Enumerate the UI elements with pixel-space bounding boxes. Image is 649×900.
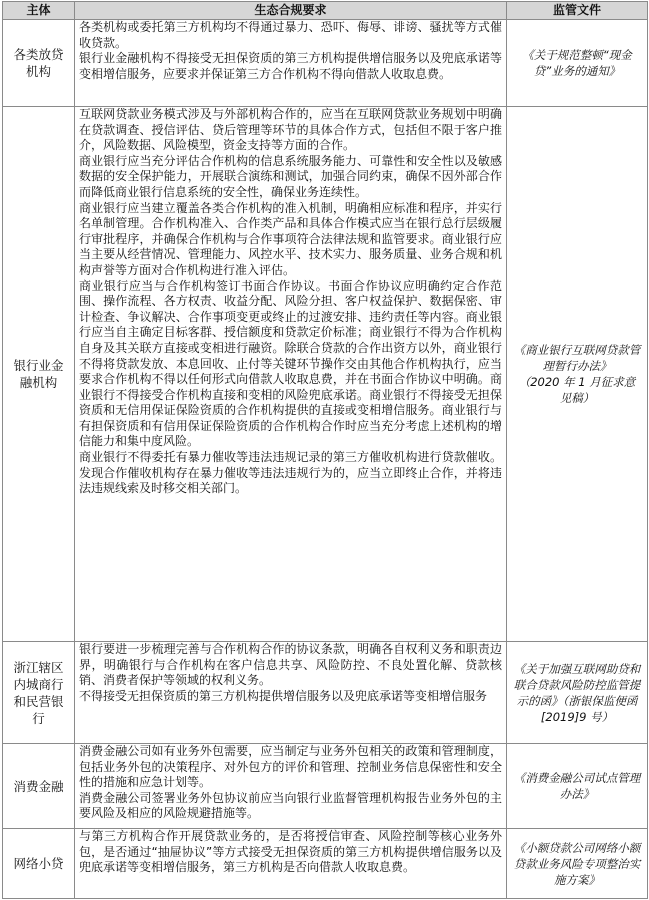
subject-cell: 网络小贷 <box>3 829 75 899</box>
requirement-paragraph: 不得接受无担保资质的第三方机构提供增信服务以及兜底承诺等变相增信服务 <box>79 688 488 703</box>
header-requirements: 生态合规要求 <box>75 2 507 20</box>
requirement-paragraph: 商业银行应当充分评估合作机构的信息系统服务能力、可靠性和安全性以及敏感数据的安全保护能力，开展联合演练和测试，加强合同约束，确保不因外部合作而降低商业银行信息系统的安全性，确保业务连续性。 <box>79 153 502 199</box>
requirement-paragraph: 消费金融公司如有业务外包需要，应当制定与业务外包相关的政策和管理制度，包括业务外包的决策程序、对外包方的评价和管理、控制业务信息保密性和安全性的措施和应急计划等。 <box>79 744 502 790</box>
compliance-table <box>2 1 648 899</box>
document-cell <box>507 20 648 107</box>
requirements-cell <box>75 744 507 829</box>
document-title: 《关于加强互联网助贷和联合贷款风险防控监管提示的函》（浙银保监便函[2019]9 号） <box>513 661 641 724</box>
subject-cell: 消费金融 <box>3 744 75 829</box>
requirement-paragraph: 银行要进一步梳理完善与合作机构合作的协议条款，明确各自权利义务和职责边界，明确银行与合作机构在客户信息共享、风险防控、不良处置化解、贷款核销、消费者保护等领域的权利义务。 <box>79 642 502 688</box>
table-row <box>3 744 648 829</box>
requirement-paragraph: 互联网贷款业务模式涉及与外部机构合作的，应当在互联网贷款业务规划中明确在贷款调查、授信评估、贷后管理等环节的具体合作方式，包括但不限于客户推介，风险数据、风险模型，资金支持等方面的合作。 <box>79 107 502 153</box>
header-subject: 主体 <box>3 2 75 20</box>
requirement-paragraph: 商业银行应当与合作机构签订书面合作协议。书面合作协议应明确约定合作范围、操作流程、各方权责、收益分配、风险分担、客户权益保护、数据保密、审计检查、争议解决、合作事项变更或终止的过渡安排、违约责任等内容。商业银行应当自主确定目标客群、授信额度和贷款定价标准；商业银行不得为合作机构自身及其关联方直接或变相进行融资。除联合贷款的合作出资方以外，商业银行不得将贷款发放、本息回收、止付等关键环节操作交由其他合作机构执行，应当要求合作机构不得以任何形式向借款人收取息费，并在书面合作协议中明确。商业银行不得接受合作机构直接和变相的风险兜底承诺。商业银行不得接受无担保资质和无信用保证保险资质的合作机构提供的直接或变相增信服务。商业银行与有担保资质和有信用保证保险资质的合作机构合作时应当充分考虑上述机构的增信能力和集中度风险。 <box>79 278 502 449</box>
document-title: 《商业银行互联网贷款管理暂行办法》 <box>513 343 641 373</box>
subject-cell: 银行业金融机构 <box>3 107 75 642</box>
document-title: 《小额贷款公司网络小额贷款业务风险专项整治实施方案》 <box>513 840 641 887</box>
header-document: 监管文件 <box>507 2 648 20</box>
document-cell <box>507 642 648 744</box>
requirements-cell <box>75 20 507 107</box>
requirements-cell <box>75 829 507 899</box>
requirements-cell <box>75 107 507 642</box>
requirement-paragraph: 与第三方机构合作开展贷款业务的，是否将授信审查、风险控制等核心业务外包，是否通过“抽屉协议”等方式接受无担保资质的第三方机构提供增信服务以及兜底承诺等变相增信服务，第三方机构是否向借款人收取息费。 <box>79 829 502 875</box>
requirement-paragraph: 银行业金融机构不得接受无担保资质的第三方机构提供增信服务以及兜底承诺等变相增信服务，应要求并保证第三方合作机构不得向借款人收取息费。 <box>79 51 502 81</box>
document-title: 《消费金融公司试点管理办法》 <box>513 771 641 801</box>
document-cell <box>507 829 648 899</box>
document-cell <box>507 744 648 829</box>
document-note: （2020 年 1 月征求意见稿） <box>518 375 636 405</box>
table-row <box>3 829 648 899</box>
table-row <box>3 107 648 642</box>
table-row <box>3 642 648 744</box>
requirement-paragraph: 各类机构或委托第三方机构均不得通过暴力、恐吓、侮辱、诽谤、骚扰等方式催收贷款。 <box>79 20 502 50</box>
subject-cell: 浙江辖区内城商行和民营银行 <box>3 642 75 744</box>
requirement-paragraph: 商业银行应当建立覆盖各类合作机构的准入机制，明确相应标准和程序，并实行名单制管理。合作机构准入、合作类产品和具体合作模式应当在银行总行层级履行审批程序，并确保合作机构与合作事项符合法律法规和监管要求。商业银行应当主要从经营情况、管理能力、风控水平、技术实力、服务质量、业务合规和机构声誉等方面对合作机构进行准入评估。 <box>79 200 502 277</box>
table-row <box>3 20 648 107</box>
requirements-cell <box>75 642 507 744</box>
document-title: 《关于规范整顿“现金贷”业务的通知》 <box>522 48 632 78</box>
requirement-paragraph: 消费金融公司签署业务外包协议前应当向银行业监督管理机构报告业务外包的主要风险及相应的风险规避措施等。 <box>79 790 502 821</box>
requirement-paragraph: 商业银行不得委托有暴力催收等违法违规记录的第三方催收机构进行贷款催收。发现合作催收机构存在暴力催收等违法违规行为的，应当立即终止合作，并将违法违规线索及时移交相关部门。 <box>79 450 502 496</box>
document-cell <box>507 107 648 642</box>
subject-cell: 各类放贷机构 <box>3 20 75 107</box>
header-row <box>3 2 648 20</box>
